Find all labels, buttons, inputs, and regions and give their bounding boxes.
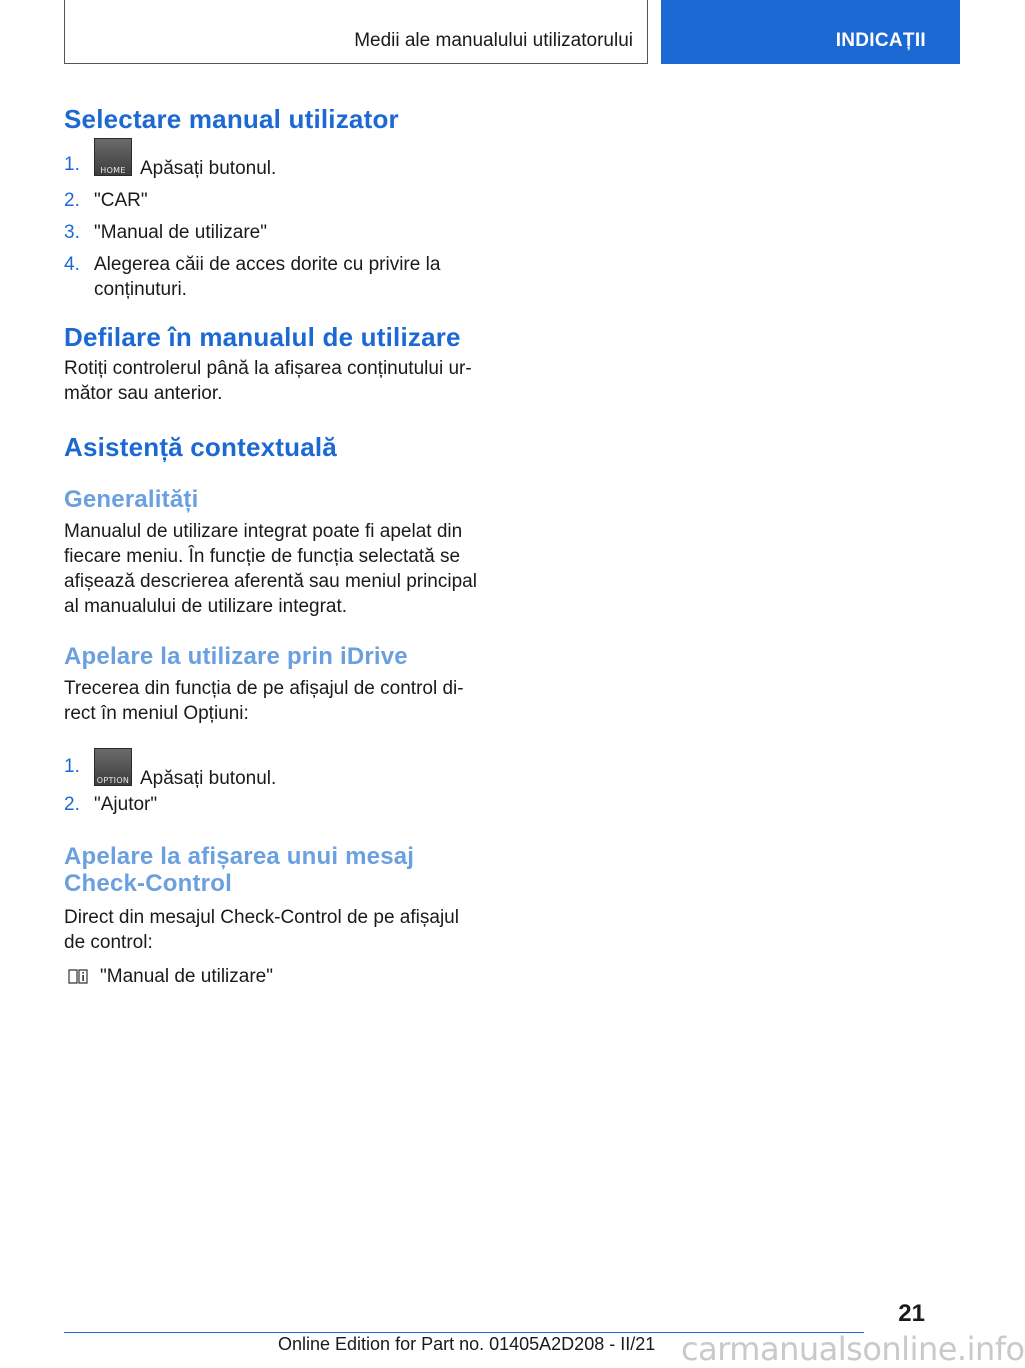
watermark: carmanualsonline.info (681, 1330, 1025, 1368)
step-text: Alegerea căii de acces dorite cu privire la conținuturi. (94, 254, 441, 300)
option-button-icon: OPTION (94, 748, 132, 786)
step-number: 2. (64, 190, 80, 211)
list-item (64, 792, 480, 817)
page-number: 21 (898, 1300, 925, 1327)
step-text: Apăsați butonul. (140, 768, 277, 789)
idrive-text: Trecerea din funcția de pe afișajul de control di-rect în meniul Opțiuni: (64, 678, 464, 724)
header-section-box (64, 0, 648, 64)
select-steps-list (64, 146, 480, 302)
step-text: "Manual de utilizare" (94, 222, 267, 243)
header-chapter-tab (661, 0, 960, 64)
page-content (64, 102, 480, 989)
home-button-icon: HOME (94, 138, 132, 176)
list-item (64, 748, 480, 789)
step-text: "CAR" (94, 190, 148, 211)
step-text: Apăsați butonul. (140, 158, 277, 179)
heading-context-help: Asistență contextuală (64, 432, 337, 462)
manual-book-icon (68, 968, 88, 984)
step-number: 3. (64, 222, 80, 243)
step-number: 2. (64, 794, 80, 815)
heading-check-control: Apelare la afișarea unui mesaj Check-Control (64, 843, 415, 897)
heading-select-manual: Selectare manual utilizator (64, 104, 399, 134)
scroll-text: Rotiți controlerul până la afișarea conținutului ur-mător sau anterior. (64, 358, 472, 404)
list-item (64, 188, 480, 213)
step-text: "Ajutor" (94, 794, 158, 815)
list-item (64, 220, 480, 245)
list-item (64, 252, 474, 302)
header-section-title: Medii ale manualului utilizatorului (354, 30, 633, 51)
header-chapter-label: INDICAȚII (835, 30, 926, 51)
check-control-item (64, 964, 480, 989)
step-number: 4. (64, 254, 80, 275)
check-control-text: Direct din mesajul Check-Control de pe afișajul de control: (64, 907, 459, 953)
general-text: Manualul de utilizare integrat poate fi apelat din fiecare meniu. În funcție de funcția selectată se afișează descrierea aferentă sau meniul principal al manualului de utilizare integrat. (64, 521, 477, 617)
check-control-item-text: "Manual de utilizare" (100, 966, 273, 987)
heading-idrive: Apelare la utilizare prin iDrive (64, 643, 408, 670)
step-number: 1. (64, 756, 80, 777)
heading-scroll-manual: Defilare în manualul de utilizare (64, 322, 461, 352)
step-number: 1. (64, 154, 80, 175)
edition-text: Online Edition for Part no. 01405A2D208 - II/21 (278, 1334, 656, 1354)
list-item (64, 146, 480, 184)
heading-general: Generalități (64, 486, 199, 513)
idrive-steps-list (64, 748, 480, 817)
